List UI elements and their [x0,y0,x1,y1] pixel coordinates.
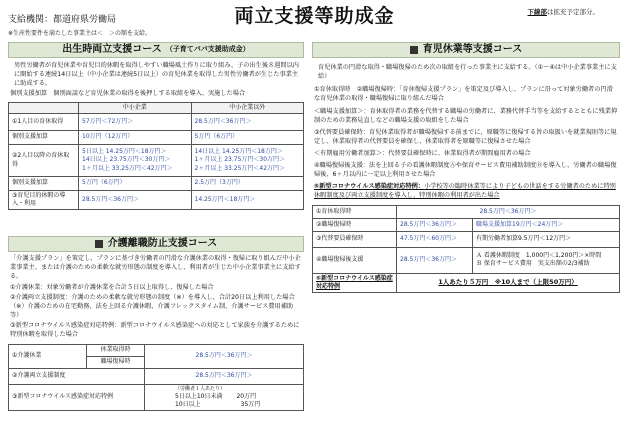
row-sublabel: 職場復帰時 [87,356,145,368]
table-row [313,231,620,247]
covid-special-label: ⑤新型コロナウイルス感染症対応特例： [314,182,425,190]
cell-value: 職場支援加算19万円＜24万円＞ [473,218,620,231]
table-row [313,273,620,292]
table-row [9,368,304,384]
paternity-table [8,102,304,210]
cell-line: 2ヶ月以上 33.25万円＜42万円＞ [194,164,286,172]
row-label: ③育児目的休暇の導入・利用 [9,191,79,210]
underline-note-rest: は拡充予定部分。 [547,8,599,16]
row-label: 個別支援加算 [9,131,79,145]
cell-value: 有期労働者加算9.5万円＜12万円＞ [473,231,620,247]
page-title: 両立支援等助成金 [234,5,395,27]
row-label: ②介護両立支援制度 [9,368,145,384]
childcare-item-fixed-term: ＜有期雇用労働者加算＞：代替要員確保時に、休業取得者が期間雇用者の場合 [314,149,531,157]
table-row [313,205,620,218]
caregiving-item-2: ②介護両立支援制度：介護のための柔軟な就労形態の制度（※）を導入し、合計20日以上利用した場合（※）介護のための在宅勤務、法を上回る介護休暇、介護フレックスタイム制、介護サービス費用補助等） [10,293,295,319]
covid-amount: 1人あたり５万円 ※10人まで（上限50万円） [438,278,578,287]
cell-value [397,273,620,292]
section-bullet-icon [95,240,103,248]
row-label: ③新型コロナウイルス感染症対応特例 [9,384,145,410]
cell-line: 1ヶ月以上 23.75万円＜30万円＞ [194,156,286,164]
section-caregiving-title: 介護離職防止支援コース [107,238,218,250]
caregiving-table [8,344,304,411]
section-paternity-subtitle: （子育てパパ支援助成金） [165,45,250,54]
caregiving-item-1: ①介護休業：対象労働者が介護休業を合計５日以上取得し、復帰した場合 [10,283,214,291]
table-row [313,247,620,273]
section-bullet-icon [410,46,418,54]
childcare-item-4: ④職場復帰後支援：法を上回る子の看護休暇制度Ⓐや保育サービス費用補助制度Ⓑを導入し、労働者の職場復帰後、6ヶ月以内に一定以上利用させた場合 [314,161,617,178]
row-label: ④職場復帰後支援 [313,247,397,273]
cell-value [79,145,192,177]
cell-line: 14日以上 23.75万円＜30万円＞ [82,156,171,164]
cell-value: 28.5万円＜36万円＞ [145,344,304,368]
cell-note: （労働者１人あたり） [175,385,226,392]
col-header-other: 中小企業以外 [191,102,304,113]
section-caregiving [8,236,304,411]
section-paternity-title: 出生時両立支援コース [62,44,162,56]
underline-note-bold: 下線部 [527,8,547,16]
childcare-table [312,205,620,293]
cell-value: 2.5万円（3万円） [191,177,304,191]
childcare-item-support: ＜職場支援加算＞：育休取得者の業務を代替する職場の労働者に、業務代替手当等を支給するとともに残業抑制のための業務見直しなどの職場支援の取組をした場合 [314,107,618,124]
cell-line: Ｂ 保育サービス費用 実支出額の2/3補助 [476,260,590,268]
cell-line: 14日以上 14.25万円＜18万円＞ [194,148,283,156]
cell-value: 28.5万円＜36万円＞ [191,114,304,131]
table-row [9,145,304,177]
row-label: ①1人目の育休取得 [9,114,79,131]
table-row [9,177,304,191]
section-childcare-header [312,42,620,58]
cell-value [145,384,304,410]
section-childcare-title: 育児休業等支援コース [422,44,523,56]
cell-value: 57万円＜72万円＞ [79,114,192,131]
row-label: ②職場復帰時 [313,218,397,231]
covid-row-label: ⑤新型コロナウイルス感染症対応特例 [316,274,393,290]
childcare-item-3: ③代替要員確保時：育児休業取得者が職場復帰する前までに、原職等に復帰する旨の取扱いを就業規則等に規定し、休業取得者の代替要員を確保し、休業取得者を原職等に復帰させた場合 [314,128,617,145]
cell-line: Ａ 看護休暇制度 1,000円＜1,200円＞×時間 [476,252,602,260]
cell-value: 28.5万円＜36万円＞ [145,368,304,384]
section-childcare-desc: 育児休業の円滑な取得・職場復帰のため次の取組を行った事業主に支給する。（①～④は中小企業事業主に支給） [318,64,617,80]
cell-line: 1ヶ月以上 33.25万円＜42万円＞ [82,164,173,172]
cell-value: 5万円（6万円） [79,177,192,191]
cell-line [175,401,300,409]
childcare-item-1: ①育休取得時 ②職場復帰時：「育休復帰支援プラン」を策定及び導入し、プランに沿って対象労働者の円滑な育児休業の取得・職場復帰に取り組んだ場合 [314,85,613,102]
cell-line [175,393,300,401]
table-row [9,344,304,356]
section-paternity-subdesc: 個別支援加算 個別面談など育児休業の取得を後押しする取組を導入、実施した場合 [10,89,246,97]
cell-value: 28.5万円＜36万円＞ [397,218,473,231]
table-row [9,191,304,210]
cell-value: 5万円（6万円） [191,131,304,145]
row-label: 個別支援加算 [9,177,79,191]
section-caregiving-header [8,236,304,252]
productivity-note: ※生産性要件を満たした事業主は＜ ＞の額を支給。 [8,30,152,37]
row-label: ①介護休業 [9,344,87,368]
duration-label: 5日以上10日未満 [175,392,223,400]
caregiving-item-3: ③新型コロナウイルス感染症対応特例：新型コロナウイルス感染症への対応として家族を介護するために特別休暇を取得した場合 [10,321,300,338]
cell-value: 28.5万円＜36万円＞ [397,247,473,273]
row-label [313,273,397,292]
duration-amount: 20万円 [236,392,257,400]
cell-value [191,145,304,177]
duration-amount: 35万円 [240,400,261,408]
col-header-sme: 中小企業 [79,102,192,113]
duration-label: 10日以上 [175,400,201,408]
section-paternity-desc: 男性労働者が育児休業や育児目的休暇を取得しやすい職場風土作りに取り組み、子の出生後８週間以内に開始する連続14日以上（中小企業は連続5日以上）の育児休業を取得した男性労働者が生じた事業主に助成する。 [14,62,299,87]
row-label: ②2人目以降の育休取得 [9,145,79,177]
cell-value: 28.5万円＜36万円＞ [397,205,620,218]
cell-value: 14.25万円＜18万円＞ [191,191,304,210]
cell-line: 5日以上 14.25万円＜18万円＞ [82,148,167,156]
childcare-item-5 [314,183,618,201]
section-caregiving-desc: 「介護支援プラン」を策定し、プランに基づき労働者の円滑な介護休業の取得・復帰に取り組んだ中小企業事業主、または介護のための柔軟な就労形態の制度を導入し、利用者が生じた中小企業事業主に支給する。 [10,255,301,280]
cell-value [473,247,620,273]
section-paternity [8,42,304,210]
table-row [313,218,620,231]
section-childcare-leave [312,42,620,293]
table-corner-cell [9,102,79,113]
table-row [9,114,304,131]
cell-value: 47.5万円＜60万円＞ [397,231,473,247]
table-row [9,131,304,145]
cell-value: 28.5万円＜36万円＞ [79,191,192,210]
row-label: ③代替要員確保時 [313,231,397,247]
row-label: ①育休取得時 [313,205,397,218]
section-paternity-header [8,42,304,58]
row-sublabel: 休業取得時 [87,344,145,356]
underline-note [528,8,600,17]
covid-special-text: 小学校等の臨時休業等により子どもの世話をする労働者のために特別休暇制度及び両立支援制度を導入し、特別休暇の利用者が出た場合 [314,182,616,199]
table-row [9,384,304,410]
table-header-row [9,102,304,113]
cell-value: 10万円（12万円） [79,131,192,145]
issuing-agency: 支給機関：都道府県労働局 [8,15,117,25]
